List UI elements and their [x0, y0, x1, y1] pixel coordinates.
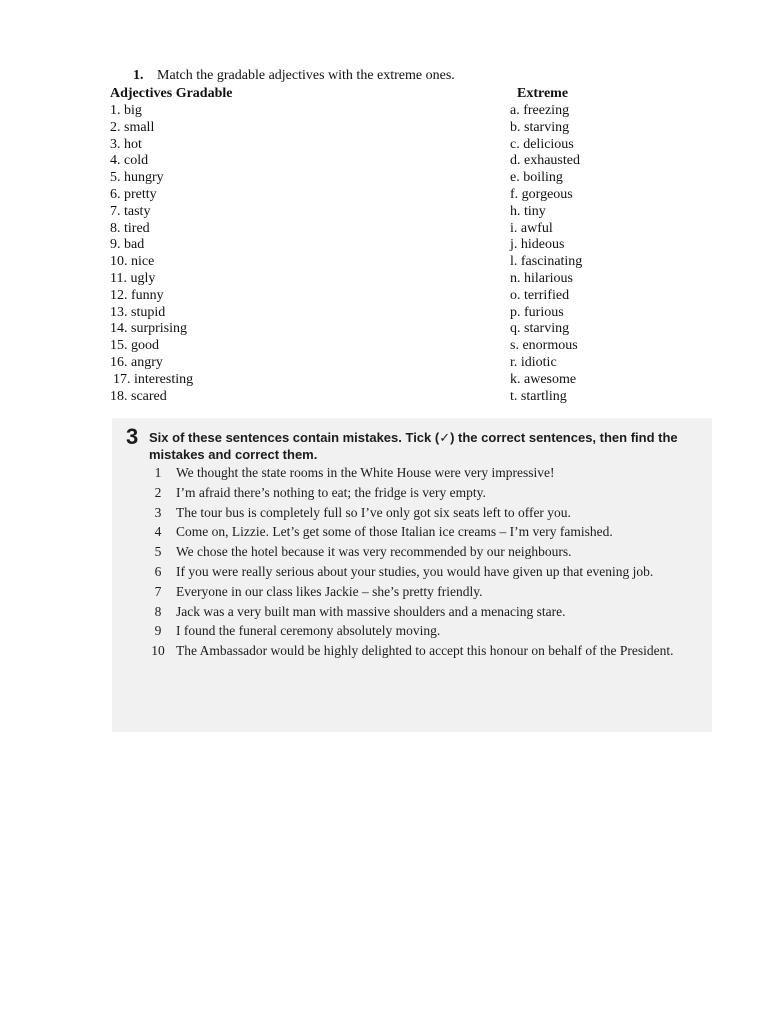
sentence-item [140, 503, 696, 523]
sentence-item [140, 562, 696, 582]
exercise-3-sentence-list [140, 463, 696, 661]
sentence-item [140, 621, 696, 641]
gradable-item: 10. nice [110, 254, 155, 270]
extreme-item: c. delicious [510, 136, 574, 152]
extreme-item: r. idiotic [510, 354, 557, 370]
sentence-number: 7 [154, 583, 162, 599]
sentence-text: The Ambassador would be highly delighted to accept this honour on behalf of the President. [176, 643, 674, 659]
sentence-item [140, 542, 696, 562]
sentence-item [140, 602, 696, 622]
sentence-text: Come on, Lizzie. Let’s get some of those Italian ice creams – I’m very famished. [176, 524, 613, 540]
extreme-item: d. exhausted [510, 153, 580, 169]
extreme-item: s. enormous [510, 338, 578, 354]
exercise-1-instruction: Match the gradable adjectives with the extreme ones. [157, 68, 455, 83]
sentence-number: 4 [154, 524, 162, 540]
extreme-item: h. tiny [510, 203, 546, 219]
sentence-number: 5 [154, 544, 162, 560]
gradable-adjectives-list [110, 103, 193, 405]
gradable-item: 15. good [110, 338, 159, 354]
extreme-adjectives-list [510, 103, 582, 405]
sentence-number: 10 [151, 643, 165, 659]
sentence-text: I’m afraid there’s nothing to eat; the fridge is very empty. [176, 484, 486, 500]
sentence-text: Jack was a very built man with massive shoulders and a menacing stare. [176, 603, 566, 619]
exercise-3-number: 3 [126, 424, 139, 449]
sentence-item [140, 483, 696, 503]
gradable-item: 1. big [110, 103, 142, 118]
sentence-text: If you were really serious about your studies, you would have given up that evening job. [176, 563, 654, 579]
sentence-number: 6 [154, 563, 162, 579]
sentence-text: Everyone in our class likes Jackie – she’s pretty friendly. [176, 583, 483, 599]
extreme-item: n. hilarious [510, 270, 573, 286]
gradable-item: 18. scared [110, 388, 167, 404]
sentence-text: We chose the hotel because it was very recommended by our neighbours. [176, 544, 572, 560]
sentence-item [140, 522, 696, 542]
gradable-item: 3. hot [110, 136, 142, 152]
extreme-item: a. freezing [510, 103, 570, 118]
sentence-text: I found the funeral ceremony absolutely moving. [176, 623, 441, 639]
sentence-number: 3 [154, 504, 162, 520]
gradable-item: 2. small [110, 119, 155, 135]
gradable-item: 14. surprising [110, 321, 187, 337]
extreme-item: t. startling [510, 388, 567, 404]
extreme-item: e. boiling [510, 170, 563, 186]
gradable-item: 4. cold [110, 153, 149, 169]
extreme-item: l. fascinating [510, 254, 583, 270]
gradable-column-header: Adjectives Gradable [110, 86, 233, 101]
sentence-item [140, 463, 696, 483]
gradable-item: 9. bad [110, 237, 145, 253]
sentence-number: 2 [154, 484, 162, 500]
gradable-item: 6. pretty [110, 186, 157, 202]
gradable-item: 12. funny [110, 287, 164, 303]
exercise-3-box [112, 418, 712, 732]
extreme-item: j. hideous [510, 237, 565, 253]
extreme-item: f. gorgeous [510, 186, 573, 202]
gradable-item: 11. ugly [110, 270, 156, 286]
gradable-item: 13. stupid [110, 304, 166, 320]
exercise-1-heading [133, 68, 455, 84]
extreme-item: p. furious [510, 304, 564, 320]
sentence-number: 9 [154, 623, 162, 639]
sentence-item [140, 582, 696, 602]
sentence-number: 8 [154, 603, 162, 619]
extreme-item: i. awful [510, 220, 553, 236]
gradable-item: 7. tasty [110, 203, 151, 219]
gradable-item: 5. hungry [110, 170, 164, 186]
exercise-1-number: 1. [133, 68, 144, 83]
gradable-item: 16. angry [110, 354, 163, 370]
extreme-item: q. starving [510, 321, 570, 337]
extreme-item: o. terrified [510, 287, 570, 303]
gradable-item: 17. interesting [113, 371, 194, 387]
sentence-number: 1 [154, 465, 162, 480]
sentence-text: The tour bus is completely full so I’ve only got six seats left to offer you. [176, 504, 571, 520]
extreme-item: b. starving [510, 119, 570, 135]
extreme-item: k. awesome [510, 371, 577, 387]
sentence-text: We thought the state rooms in the White House were very impressive! [176, 465, 555, 480]
sentence-item [140, 641, 696, 661]
exercise-3-instruction: Six of these sentences contain mistakes. Tick (✓) the correct sentences, then find the mistakes and correct them. [149, 430, 678, 462]
extreme-column-header: Extreme [517, 86, 569, 101]
gradable-item: 8. tired [110, 220, 150, 236]
